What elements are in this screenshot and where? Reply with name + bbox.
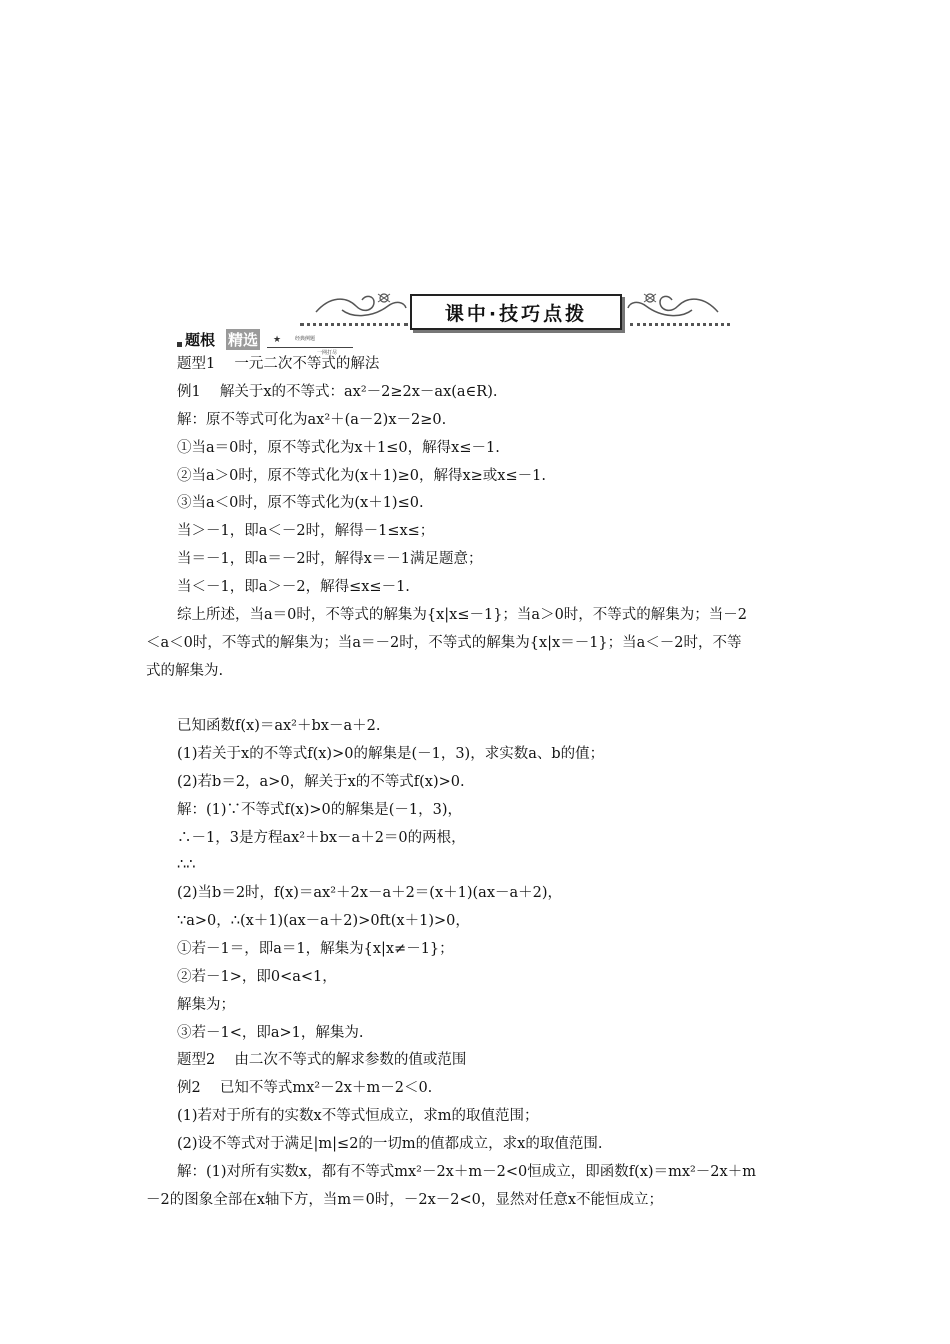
- text-line: 当＝－1，即a＝－2时，解得x＝－1满足题意；: [177, 551, 483, 567]
- text-line: ③若－1<，即a>1，解集为.: [177, 1025, 364, 1041]
- section-tag-rule: [267, 347, 353, 348]
- decorative-swirl-right-icon: [626, 290, 722, 320]
- text-line: ②当a＞0时，原不等式化为(x＋1)≥0，解得x≥或x≤－1.: [177, 468, 546, 484]
- text-line: 解：(1)∵不等式f(x)>0的解集是(－1，3)，: [177, 802, 463, 818]
- text-line: 解集为；: [177, 997, 235, 1013]
- section-tag-note-top: 经典例题: [295, 336, 316, 342]
- text-line: ①若－1＝，即a＝1，解集为{x|x≠－1}；: [177, 941, 454, 957]
- text-line: ∵a>0，∴(x＋1)(ax－a＋2)>0ft(x＋1)>0，: [177, 913, 470, 929]
- banner-title-box: [410, 294, 622, 330]
- text-line: 综上所述，当a＝0时，不等式的解集为{x|x≤－1}；当a＞0时，不等式的解集为；当－2: [177, 607, 748, 623]
- problem-statement: 已知函数f(x)＝ax²＋bx－a＋2.: [177, 718, 381, 734]
- square-bullet-icon: [177, 342, 182, 347]
- section-tag-note-bottom: 一网打尽: [317, 350, 338, 356]
- section-banner: [300, 290, 730, 334]
- text-line: 式的解集为.: [146, 663, 224, 679]
- heading-type-1: 题型1 一元二次不等式的解法: [177, 356, 380, 372]
- text-line: 当＞－1，即a＜－2时，解得－1≤x≤；: [177, 523, 435, 539]
- text-line: ②若－1>，即0<a<1，: [177, 969, 337, 985]
- text-line: 解：原不等式可化为ax²＋(a－2)x－2≥0.: [177, 412, 447, 428]
- text-line: 当＜－1，即a＞－2，解得≤x≤－1.: [177, 579, 410, 595]
- text-line: (1)若关于x的不等式f(x)>0的解集是(－1，3)，求实数a、b的值；: [177, 746, 605, 762]
- text-line: (1)若对于所有的实数x不等式恒成立，求m的取值范围；: [177, 1108, 539, 1124]
- star-icon: ★: [273, 335, 282, 345]
- dotted-rule-right: [630, 323, 730, 326]
- text-line: ①当a＝0时，原不等式化为x＋1≤0，解得x≤－1.: [177, 440, 500, 456]
- text-line: ∴∴: [177, 857, 196, 873]
- decorative-swirl-left-icon: [312, 290, 408, 320]
- text-line: (2)设不等式对于满足|m|≤2的一切m的值都成立，求x的取值范围.: [177, 1136, 603, 1152]
- text-line: 解：(1)对所有实数x，都有不等式mx²－2x＋m－2<0恒成立，即函数f(x)＝mx²－2x＋m: [177, 1164, 756, 1180]
- text-line: (2)若b＝2，a>0，解关于x的不等式f(x)>0.: [177, 774, 465, 790]
- text-line: (2)当b＝2时，f(x)＝ax²＋2x－a＋2＝(x＋1)(ax－a＋2)，: [177, 885, 563, 901]
- text-line: ③当a＜0时，原不等式化为(x＋1)≤0.: [177, 495, 424, 511]
- section-tag-main: 题根: [185, 331, 216, 349]
- section-tag-highlight: 精选: [228, 331, 259, 349]
- banner-title: 课中·技巧点拨: [444, 302, 588, 325]
- example-2-statement: 例2 已知不等式mx²－2x＋m－2＜0.: [177, 1080, 433, 1096]
- text-line: ∴－1，3是方程ax²＋bx－a＋2＝0的两根，: [177, 830, 466, 846]
- text-line: －2的图象全部在x轴下方，当m＝0时，－2x－2<0，显然对任意x不能恒成立；: [146, 1192, 664, 1208]
- text-line: ＜a＜0时，不等式的解集为；当a＝－2时，不等式的解集为{x|x＝－1}；当a＜－2时，不等: [146, 635, 742, 651]
- section-tag: [177, 329, 357, 356]
- dotted-rule-left: [300, 323, 408, 326]
- heading-type-2: 题型2 由二次不等式的解求参数的值或范围: [177, 1052, 467, 1068]
- example-1-statement: 例1 解关于x的不等式：ax²－2≥2x－ax(a∈R).: [177, 384, 498, 400]
